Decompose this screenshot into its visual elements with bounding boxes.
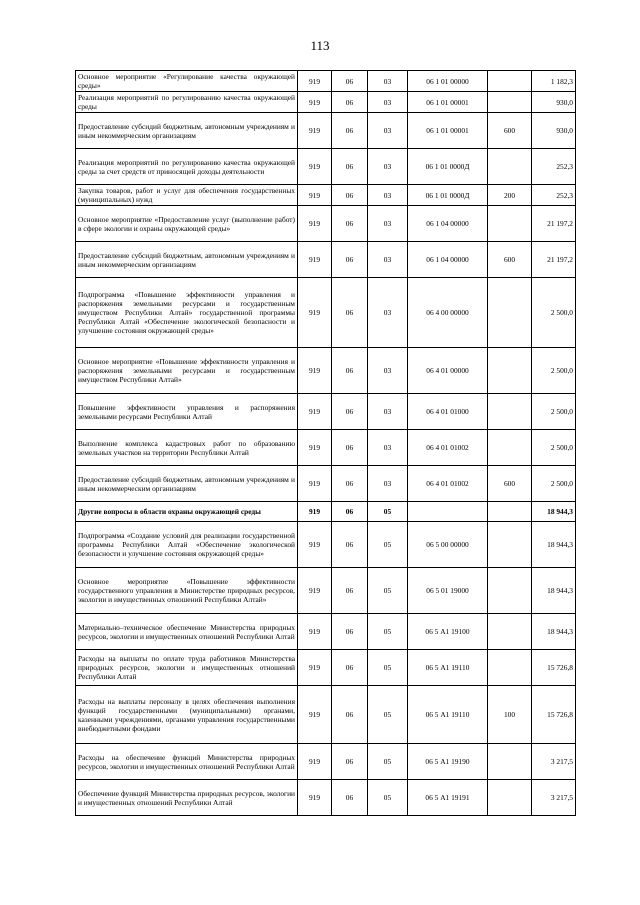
section-code-cell: 06 bbox=[332, 502, 368, 522]
expense-type-cell bbox=[488, 278, 532, 348]
subsection-code-cell: 05 bbox=[368, 568, 408, 614]
amount-cell: 2 500,0 bbox=[532, 466, 576, 502]
subsection-code-cell: 03 bbox=[368, 466, 408, 502]
target-item-cell: 06 1 01 00001 bbox=[408, 92, 488, 113]
expense-name-cell: Предоставление субсидий бюджетным, автономным учреждениям и иным некоммерческим организациям bbox=[76, 113, 298, 149]
ministry-code-cell: 919 bbox=[298, 394, 332, 430]
expense-type-cell bbox=[488, 71, 532, 92]
expense-name-cell: Основное мероприятие «Повышение эффективности государственного управления в Министерстве природных ресурсов, экологии и имущественных отношений Республики Алтай» bbox=[76, 568, 298, 614]
section-code-cell: 06 bbox=[332, 780, 368, 816]
amount-cell: 21 197,2 bbox=[532, 242, 576, 278]
subsection-code-cell: 05 bbox=[368, 686, 408, 744]
expense-type-cell bbox=[488, 149, 532, 185]
ministry-code-cell: 919 bbox=[298, 71, 332, 92]
target-item-cell: 06 1 01 00001 bbox=[408, 113, 488, 149]
target-item-cell: 06 4 01 00000 bbox=[408, 348, 488, 394]
table-row bbox=[76, 780, 576, 816]
expense-type-cell bbox=[488, 614, 532, 650]
amount-cell: 2 500,0 bbox=[532, 278, 576, 348]
target-item-cell: 06 1 01 0000Д bbox=[408, 185, 488, 206]
amount-cell: 1 182,3 bbox=[532, 71, 576, 92]
section-code-cell: 06 bbox=[332, 466, 368, 502]
amount-cell: 18 944,3 bbox=[532, 522, 576, 568]
budget-table bbox=[75, 70, 576, 816]
table-row bbox=[76, 348, 576, 394]
expense-type-cell bbox=[488, 568, 532, 614]
expense-type-cell: 600 bbox=[488, 242, 532, 278]
subsection-code-cell: 05 bbox=[368, 744, 408, 780]
section-code-cell: 06 bbox=[332, 394, 368, 430]
table-row bbox=[76, 686, 576, 744]
amount-cell: 3 217,5 bbox=[532, 744, 576, 780]
expense-name-cell: Предоставление субсидий бюджетным, автономным учреждениям и иным некоммерческим организациям bbox=[76, 466, 298, 502]
target-item-cell: 06 4 01 01000 bbox=[408, 394, 488, 430]
ministry-code-cell: 919 bbox=[298, 185, 332, 206]
target-item-cell: 06 1 04 00000 bbox=[408, 242, 488, 278]
table-row bbox=[76, 71, 576, 92]
expense-name-cell: Расходы на выплаты персоналу в целях обеспечения выполнения функций государственными (муниципальными) органами, казенными учреждениями, органами управления государственными внебюджетными фондами bbox=[76, 686, 298, 744]
section-code-cell: 06 bbox=[332, 71, 368, 92]
subsection-code-cell: 03 bbox=[368, 394, 408, 430]
target-item-cell: 06 5 А1 19100 bbox=[408, 614, 488, 650]
ministry-code-cell: 919 bbox=[298, 686, 332, 744]
ministry-code-cell: 919 bbox=[298, 113, 332, 149]
section-code-cell: 06 bbox=[332, 744, 368, 780]
amount-cell: 930,0 bbox=[532, 113, 576, 149]
table-row bbox=[76, 394, 576, 430]
expense-type-cell bbox=[488, 430, 532, 466]
expense-name-cell: Повышение эффективности управления и распоряжения земельными ресурсами Республики Алтай bbox=[76, 394, 298, 430]
ministry-code-cell: 919 bbox=[298, 278, 332, 348]
target-item-cell bbox=[408, 502, 488, 522]
expense-type-cell bbox=[488, 92, 532, 113]
target-item-cell: 06 5 А1 19110 bbox=[408, 686, 488, 744]
section-code-cell: 06 bbox=[332, 568, 368, 614]
target-item-cell: 06 4 01 01002 bbox=[408, 466, 488, 502]
table-row bbox=[76, 185, 576, 206]
section-code-cell: 06 bbox=[332, 430, 368, 466]
subsection-code-cell: 05 bbox=[368, 614, 408, 650]
subsection-code-cell: 05 bbox=[368, 650, 408, 686]
subsection-code-cell: 03 bbox=[368, 430, 408, 466]
subsection-code-cell: 03 bbox=[368, 113, 408, 149]
target-item-cell: 06 5 00 00000 bbox=[408, 522, 488, 568]
expense-name-cell: Подпрограмма «Повышение эффективности управления и распоряжения земельными ресурсами и государственным имуществом Республики Алтай» государственной программы Республики Алтай «Обеспечение экологической безопасности и улучшение состояния окружающей среды» bbox=[76, 278, 298, 348]
amount-cell: 2 500,0 bbox=[532, 430, 576, 466]
section-code-cell: 06 bbox=[332, 92, 368, 113]
table-row bbox=[76, 242, 576, 278]
table-row bbox=[76, 278, 576, 348]
expense-name-cell: Другие вопросы в области охраны окружающей среды bbox=[76, 502, 298, 522]
expense-name-cell: Основное мероприятие «Повышение эффективности управления и распоряжения земельными ресурсами и государственным имуществом Республики Алтай» bbox=[76, 348, 298, 394]
ministry-code-cell: 919 bbox=[298, 614, 332, 650]
section-code-cell: 06 bbox=[332, 185, 368, 206]
target-item-cell: 06 5 А1 19191 bbox=[408, 780, 488, 816]
table-row bbox=[76, 744, 576, 780]
subsection-code-cell: 03 bbox=[368, 92, 408, 113]
table-row bbox=[76, 206, 576, 242]
table-row bbox=[76, 113, 576, 149]
amount-cell: 15 726,8 bbox=[532, 650, 576, 686]
subsection-code-cell: 03 bbox=[368, 242, 408, 278]
amount-cell: 18 944,3 bbox=[532, 502, 576, 522]
section-code-cell: 06 bbox=[332, 113, 368, 149]
expense-name-cell: Основное мероприятие «Предоставление услуг (выполнение работ) в сфере экологии и охраны окружающей среды» bbox=[76, 206, 298, 242]
table-row bbox=[76, 522, 576, 568]
target-item-cell: 06 1 01 00000 bbox=[408, 71, 488, 92]
expense-name-cell: Выполнение комплекса кадастровых работ по образованию земельных участков на территории Республики Алтай bbox=[76, 430, 298, 466]
expense-name-cell: Закупка товаров, работ и услуг для обеспечения государственных (муниципальных) нужд bbox=[76, 185, 298, 206]
expense-type-cell bbox=[488, 206, 532, 242]
table-row bbox=[76, 430, 576, 466]
ministry-code-cell: 919 bbox=[298, 149, 332, 185]
amount-cell: 252,3 bbox=[532, 185, 576, 206]
expense-type-cell: 600 bbox=[488, 113, 532, 149]
expense-type-cell bbox=[488, 502, 532, 522]
section-code-cell: 06 bbox=[332, 242, 368, 278]
ministry-code-cell: 919 bbox=[298, 502, 332, 522]
expense-name-cell: Обеспечение функций Министерства природных ресурсов, экологии и имущественных отношений Республики Алтай bbox=[76, 780, 298, 816]
expense-name-cell: Расходы на обеспечение функций Министерства природных ресурсов, экологии и имущественных отношений Республики Алтай bbox=[76, 744, 298, 780]
subsection-code-cell: 05 bbox=[368, 502, 408, 522]
subsection-code-cell: 05 bbox=[368, 522, 408, 568]
target-item-cell: 06 4 00 00000 bbox=[408, 278, 488, 348]
target-item-cell: 06 4 01 01002 bbox=[408, 430, 488, 466]
table-row bbox=[76, 650, 576, 686]
expense-type-cell bbox=[488, 650, 532, 686]
expense-type-cell bbox=[488, 780, 532, 816]
subsection-code-cell: 03 bbox=[368, 348, 408, 394]
expense-name-cell: Основное мероприятие «Регулирование качества окружающей среды» bbox=[76, 71, 298, 92]
target-item-cell: 06 5 А1 19190 bbox=[408, 744, 488, 780]
section-code-cell: 06 bbox=[332, 614, 368, 650]
expense-name-cell: Реализация мероприятий по регулированию качества окружающей среды за счет средств от приносящей доходы деятельности bbox=[76, 149, 298, 185]
expense-name-cell: Материально–техническое обеспечение Министерства природных ресурсов, экологии и имущественных отношений Республики Алтай bbox=[76, 614, 298, 650]
table-row bbox=[76, 614, 576, 650]
subsection-code-cell: 05 bbox=[368, 780, 408, 816]
amount-cell: 3 217,5 bbox=[532, 780, 576, 816]
amount-cell: 2 500,0 bbox=[532, 348, 576, 394]
amount-cell: 15 726,8 bbox=[532, 686, 576, 744]
section-code-cell: 06 bbox=[332, 206, 368, 242]
ministry-code-cell: 919 bbox=[298, 780, 332, 816]
section-code-cell: 06 bbox=[332, 650, 368, 686]
amount-cell: 252,3 bbox=[532, 149, 576, 185]
table-row bbox=[76, 568, 576, 614]
ministry-code-cell: 919 bbox=[298, 206, 332, 242]
subsection-code-cell: 03 bbox=[368, 149, 408, 185]
subsection-code-cell: 03 bbox=[368, 278, 408, 348]
table-row bbox=[76, 466, 576, 502]
table-row bbox=[76, 92, 576, 113]
ministry-code-cell: 919 bbox=[298, 242, 332, 278]
ministry-code-cell: 919 bbox=[298, 650, 332, 686]
section-code-cell: 06 bbox=[332, 278, 368, 348]
amount-cell: 18 944,3 bbox=[532, 568, 576, 614]
ministry-code-cell: 919 bbox=[298, 466, 332, 502]
target-item-cell: 06 5 01 19000 bbox=[408, 568, 488, 614]
subsection-code-cell: 03 bbox=[368, 206, 408, 242]
expense-type-cell: 600 bbox=[488, 466, 532, 502]
ministry-code-cell: 919 bbox=[298, 522, 332, 568]
ministry-code-cell: 919 bbox=[298, 92, 332, 113]
subsection-code-cell: 03 bbox=[368, 71, 408, 92]
ministry-code-cell: 919 bbox=[298, 568, 332, 614]
ministry-code-cell: 919 bbox=[298, 430, 332, 466]
expense-type-cell bbox=[488, 348, 532, 394]
ministry-code-cell: 919 bbox=[298, 744, 332, 780]
amount-cell: 2 500,0 bbox=[532, 394, 576, 430]
subsection-code-cell: 03 bbox=[368, 185, 408, 206]
ministry-code-cell: 919 bbox=[298, 348, 332, 394]
amount-cell: 21 197,2 bbox=[532, 206, 576, 242]
expense-name-cell: Предоставление субсидий бюджетным, автономным учреждениям и иным некоммерческим организациям bbox=[76, 242, 298, 278]
expense-name-cell: Подпрограмма «Создание условий для реализации государственной программы Республики Алтай «Обеспечение экологической безопасности и улучшение состояния окружающей среды» bbox=[76, 522, 298, 568]
expense-name-cell: Расходы на выплаты по оплате труда работников Министерства природных ресурсов, экологии и имущественных отношений Республики Алтай bbox=[76, 650, 298, 686]
expense-type-cell bbox=[488, 394, 532, 430]
table-row bbox=[76, 149, 576, 185]
page-number: 113 bbox=[310, 38, 330, 53]
target-item-cell: 06 1 01 0000Д bbox=[408, 149, 488, 185]
table-row bbox=[76, 502, 576, 522]
amount-cell: 930,0 bbox=[532, 92, 576, 113]
expense-type-cell: 200 bbox=[488, 185, 532, 206]
target-item-cell: 06 1 04 00000 bbox=[408, 206, 488, 242]
section-code-cell: 06 bbox=[332, 686, 368, 744]
expense-name-cell: Реализация мероприятий по регулированию качества окружающей среды bbox=[76, 92, 298, 113]
amount-cell: 18 944,3 bbox=[532, 614, 576, 650]
section-code-cell: 06 bbox=[332, 522, 368, 568]
section-code-cell: 06 bbox=[332, 348, 368, 394]
section-code-cell: 06 bbox=[332, 149, 368, 185]
expense-type-cell: 100 bbox=[488, 686, 532, 744]
target-item-cell: 06 5 А1 19110 bbox=[408, 650, 488, 686]
expense-type-cell bbox=[488, 522, 532, 568]
expense-type-cell bbox=[488, 744, 532, 780]
